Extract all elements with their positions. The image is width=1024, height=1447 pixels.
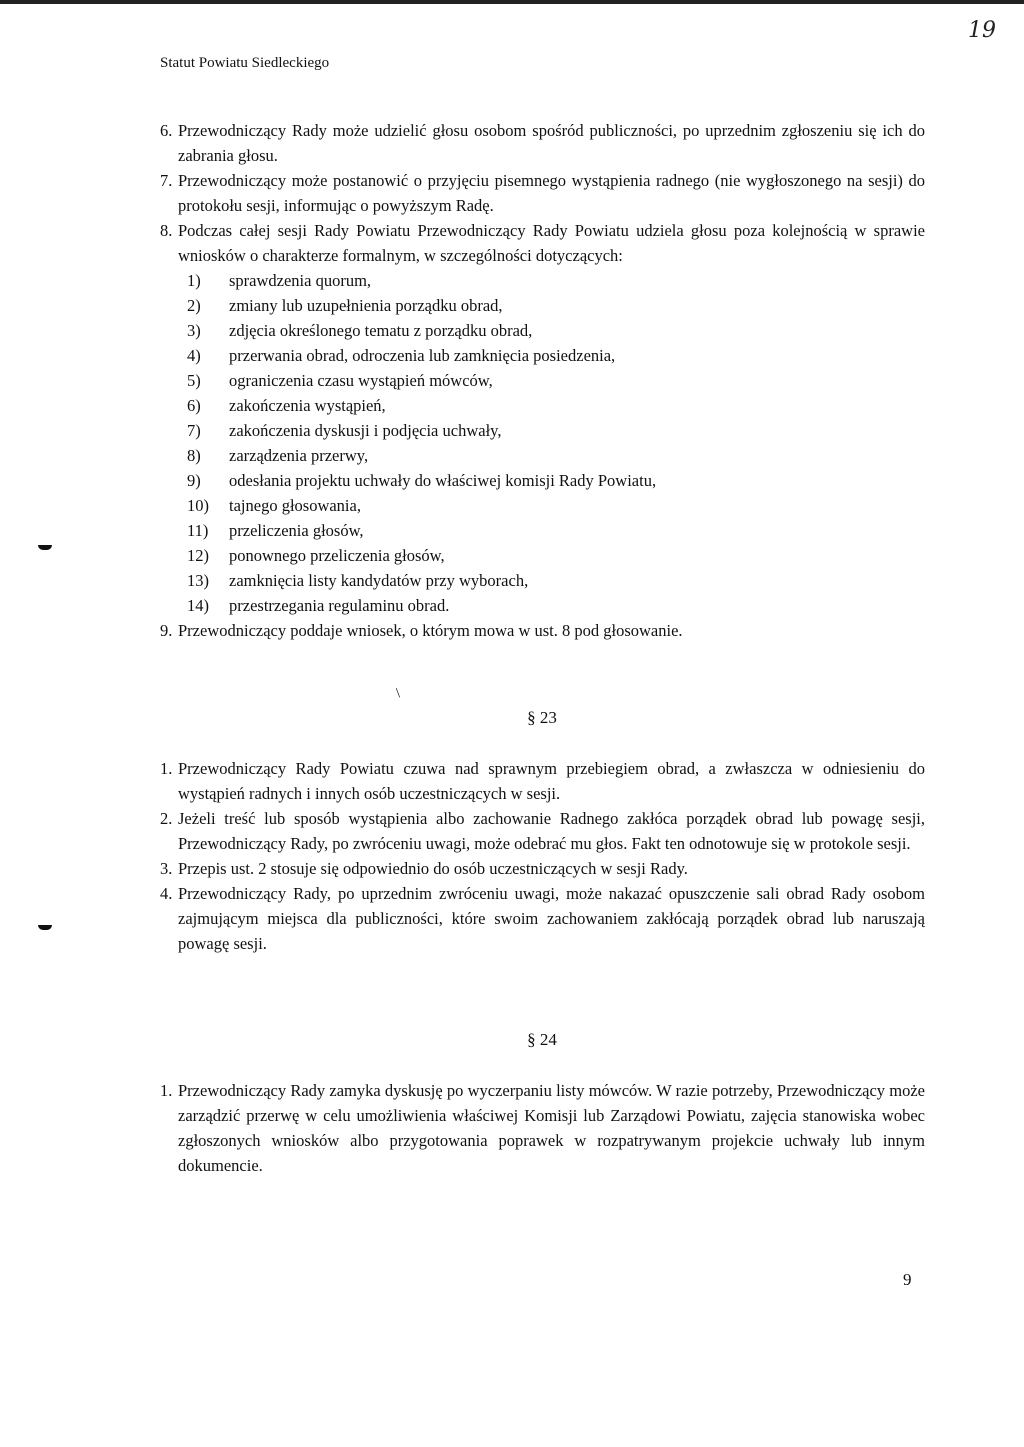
paragraph-item xyxy=(160,1078,925,1178)
list-text: zarządzenia przerwy, xyxy=(229,446,369,465)
list-text: zakończenia dyskusji i podjęcia uchwały, xyxy=(229,421,502,440)
list-item xyxy=(187,293,925,318)
list-number: 11) xyxy=(187,521,209,540)
scan-edge-line xyxy=(0,0,1024,4)
paragraph-item xyxy=(160,618,925,643)
page-number: 9 xyxy=(903,1270,912,1289)
list-item xyxy=(187,318,925,343)
item-text: Przewodniczący poddaje wniosek, o którym mowa w ust. 8 pod głosowanie. xyxy=(178,621,683,640)
list-number: 7) xyxy=(187,421,201,440)
list-text: przestrzegania regulaminu obrad. xyxy=(229,596,450,615)
paragraph-item xyxy=(160,168,925,218)
item-number: 6. xyxy=(160,121,173,140)
list-number: 1) xyxy=(187,271,201,290)
list-number: 4) xyxy=(187,346,201,365)
paragraph-item xyxy=(160,856,925,881)
list-number: 10) xyxy=(187,496,209,515)
list-text: ograniczenia czasu wystąpień mówców, xyxy=(229,371,493,390)
running-title: Statut Powiatu Siedleckiego xyxy=(160,55,330,71)
item-text: Przepis ust. 2 stosuje się odpowiednio do osób uczestniczących w sesji Rady. xyxy=(178,859,688,878)
section-22-continuation xyxy=(160,118,925,643)
item-text: Jeżeli treść lub sposób wystąpienia albo zachowanie Radnego zakłóca porządek obrad lub powagę sesji, Przewodniczący Rady, po zwróceniu uwagi, może odebrać mu głos. Fakt ten odnotowuje się w protokole sesji. xyxy=(178,809,925,853)
item-text: Przewodniczący Rady zamyka dyskusję po wyczerpaniu listy mówców. W razie potrzeby, Przewodniczący może zarządzić przerwę w celu umożliwienia właściwej Komisji lub Zarządowi Powiatu, zajęcia stanowiska wobec zgłoszonych wniosków albo przygotowania poprawek w rozpatrywanym projekcie uchwały lub innym dokumencie. xyxy=(178,1081,925,1175)
list-number: 14) xyxy=(187,596,209,615)
list-item xyxy=(187,568,925,593)
list-item xyxy=(187,393,925,418)
item-number: 3. xyxy=(160,859,173,878)
item-number: 7. xyxy=(160,171,173,190)
list-item xyxy=(187,543,925,568)
item-text: Przewodniczący Rady, po uprzednim zwróceniu uwagi, może nakazać opuszczenie sali obrad Rady osobom zajmującym miejsca dla publiczności, które swoim zachowaniem zakłócają porządek obrad lub naruszają powagę sesji. xyxy=(178,884,925,953)
list-number: 9) xyxy=(187,471,201,490)
punch-hole-mark xyxy=(38,925,52,930)
list-item xyxy=(187,343,925,368)
list-item xyxy=(187,368,925,393)
list-number: 12) xyxy=(187,546,209,565)
punch-hole-mark xyxy=(38,545,52,550)
paragraph-item xyxy=(160,118,925,168)
list-item xyxy=(187,268,925,293)
list-number: 8) xyxy=(187,446,201,465)
paragraph-item xyxy=(160,756,925,806)
list-text: zakończenia wystąpień, xyxy=(229,396,386,415)
item-text: Przewodniczący Rady może udzielić głosu osobom spośród publiczności, po uprzednim zgłoszeniu się ich do zabrania głosu. xyxy=(178,121,925,165)
item-number: 2. xyxy=(160,809,173,828)
section-24-body xyxy=(160,1078,925,1178)
list-number: 13) xyxy=(187,571,209,590)
list-item xyxy=(187,468,925,493)
motion-sublist xyxy=(160,268,925,618)
list-text: zamknięcia listy kandydatów przy wyborach, xyxy=(229,571,529,590)
section-heading-24: § 24 xyxy=(527,1030,557,1049)
paragraph-item xyxy=(160,881,925,956)
list-item xyxy=(187,593,925,618)
paragraph-item xyxy=(160,218,925,268)
list-text: odesłania projektu uchwały do właściwej komisji Rady Powiatu, xyxy=(229,471,657,490)
list-number: 3) xyxy=(187,321,201,340)
list-text: przeliczenia głosów, xyxy=(229,521,364,540)
paragraph-item xyxy=(160,806,925,856)
item-text: Przewodniczący Rady Powiatu czuwa nad sprawnym przebiegiem obrad, a zwłaszcza w odniesieniu do wystąpień radnych i innych osób uczestniczących w sesji. xyxy=(178,759,925,803)
list-item xyxy=(187,518,925,543)
item-number: 1. xyxy=(160,759,173,778)
item-number: 1. xyxy=(160,1081,173,1100)
section-23-body xyxy=(160,756,925,956)
list-number: 2) xyxy=(187,296,201,315)
list-text: zdjęcia określonego tematu z porządku obrad, xyxy=(229,321,533,340)
item-number: 8. xyxy=(160,221,173,240)
handwritten-page-mark: 19 xyxy=(968,18,996,43)
list-item xyxy=(187,493,925,518)
list-number: 6) xyxy=(187,396,201,415)
section-heading-23: § 23 xyxy=(527,708,557,727)
list-text: ponownego przeliczenia głosów, xyxy=(229,546,445,565)
list-text: zmiany lub uzupełnienia porządku obrad, xyxy=(229,296,503,315)
stray-pen-mark: / xyxy=(392,686,405,701)
item-number: 4. xyxy=(160,884,173,903)
item-text: Przewodniczący może postanowić o przyjęciu pisemnego wystąpienia radnego (nie wygłoszonego na sesji) do protokołu sesji, informując o powyższym Radę. xyxy=(178,171,925,215)
list-text: przerwania obrad, odroczenia lub zamknięcia posiedzenia, xyxy=(229,346,616,365)
list-text: sprawdzenia quorum, xyxy=(229,271,372,290)
item-text: Podczas całej sesji Rady Powiatu Przewodniczący Rady Powiatu udziela głosu poza kolejnością w sprawie wniosków o charakterze formalnym, w szczególności dotyczących: xyxy=(178,221,925,265)
list-text: tajnego głosowania, xyxy=(229,496,361,515)
list-number: 5) xyxy=(187,371,201,390)
list-item xyxy=(187,418,925,443)
item-number: 9. xyxy=(160,621,173,640)
list-item xyxy=(187,443,925,468)
